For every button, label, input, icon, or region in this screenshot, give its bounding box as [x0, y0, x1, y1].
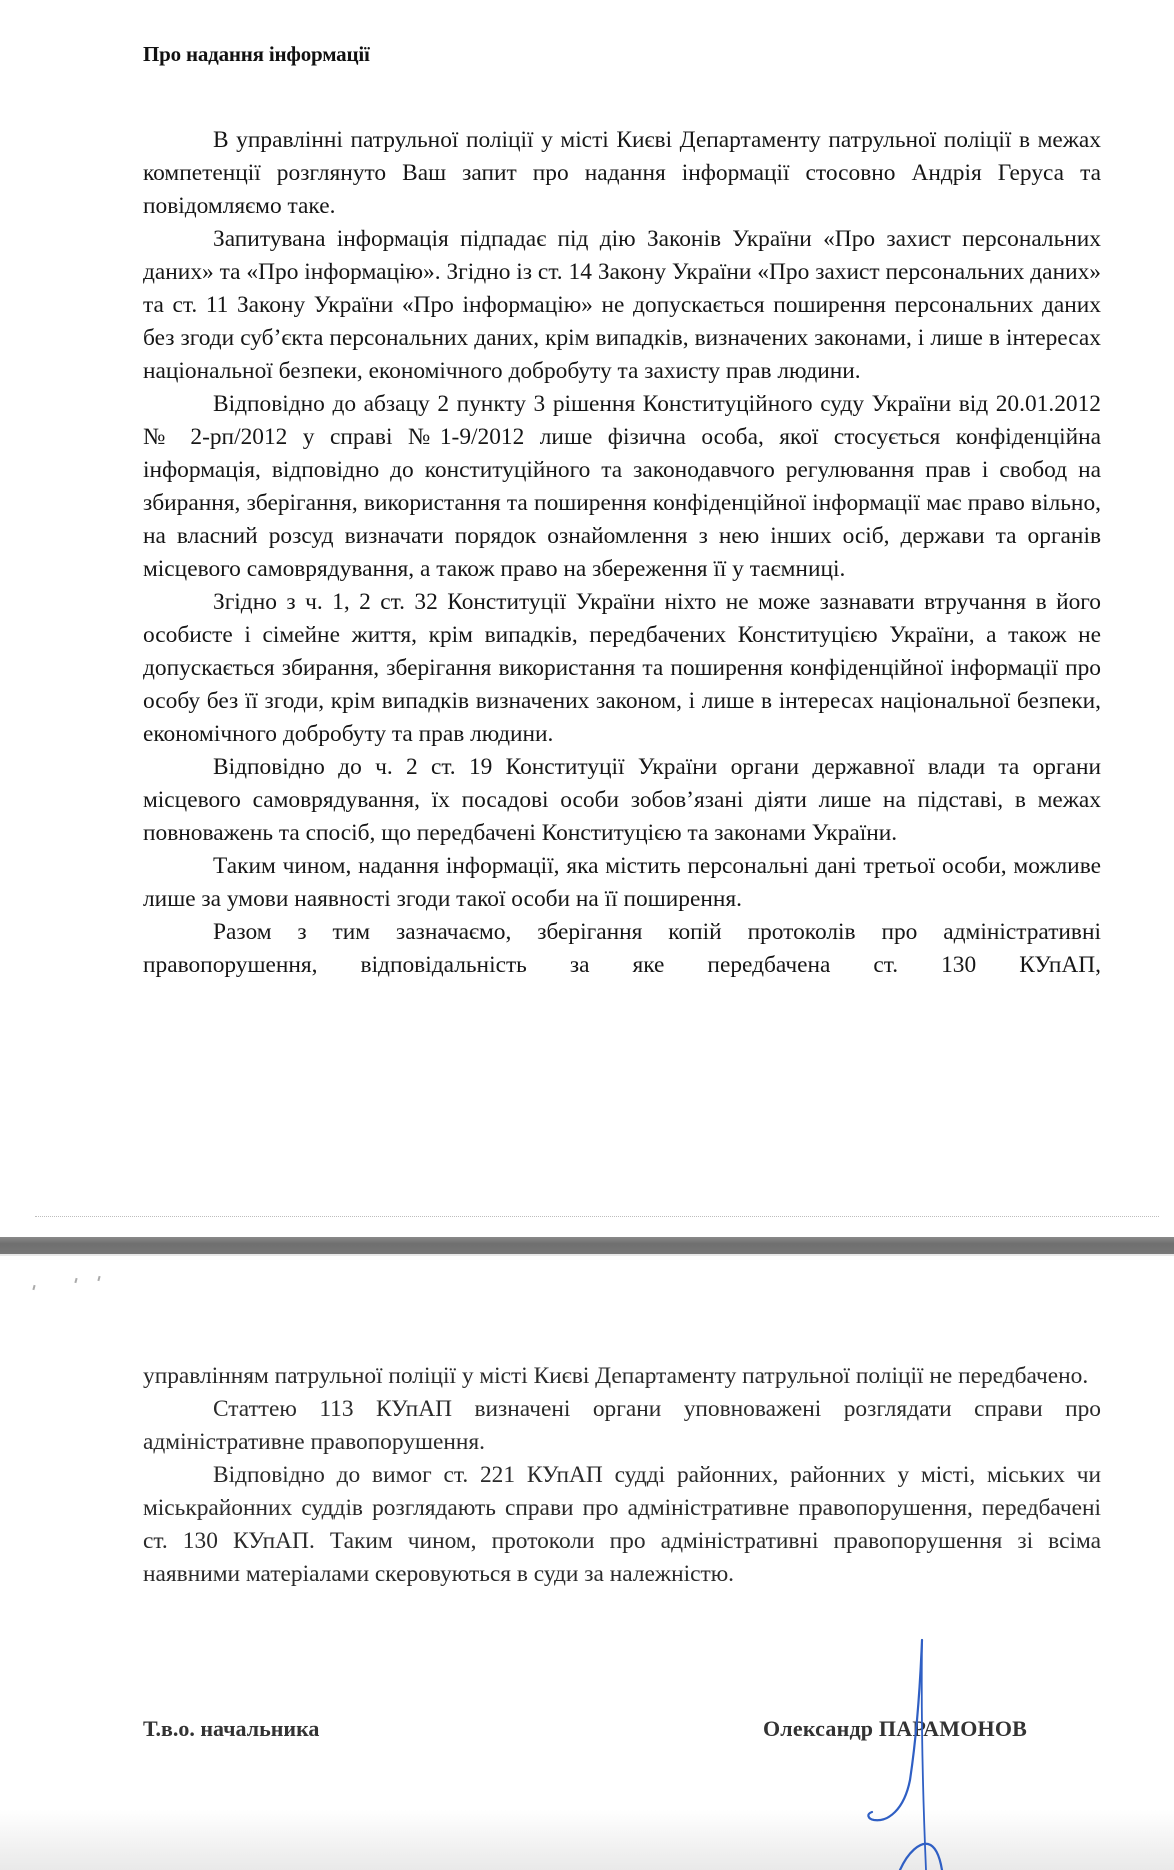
paragraph: Таким чином, надання інформації, яка містить персональні дані третьої особи, можливе лише за умови наявності згоди такої особи на її поширення.: [143, 853, 1101, 912]
paragraph: Згідно з ч. 1, 2 ст. 32 Конституції України ніхто не може зазнавати втручання в його особисте і сімейне життя, крім випадків, передбачених Конституцією України, а також не допускається збирання, зберігання використання та поширення конфіденційної інформації про особу без її згоди, крім випадків визначених законом, і лише в інтересах національної безпеки, економічного добробуту та прав людини.: [143, 589, 1101, 747]
paragraph: управлінням патрульної поліції у місті Києві Департаменту патрульної поліції не передбачено.: [143, 1363, 1089, 1389]
document-title: Про надання інформації: [143, 42, 370, 66]
paragraph: Статтею 113 КУпАП визначені органи уповноважені розглядати справи про адміністративне правопорушення.: [143, 1396, 1101, 1455]
handwritten-signature-icon: [840, 1630, 960, 1870]
paragraph: Разом з тим зазначаємо, зберігання копій протоколів про адміністративні правопорушення, відповідальність за яке передбачена ст. 130 КУпАП,: [143, 919, 1101, 978]
page-break-separator: [0, 1237, 1174, 1254]
paragraph: Відповідно до ч. 2 ст. 19 Конституції України органи державної влади та органи місцевого самоврядування, їх посадові особи зобов’язані діяти лише на підставі, в межах повноважень та спосіб, що передбачені Конституцією та законами України.: [143, 754, 1101, 846]
signatory-position: Т.в.о. начальника: [143, 1716, 320, 1741]
paragraph: Запитувана інформація підпадає під дію Законів України «Про захист персональних даних» та «Про інформацію». Згідно із ст. 14 Закону України «Про захист персональних даних» та ст. 11 Закону України «Про інформацію» не допускається поширення персональних даних без згоди суб’єкта персональних даних, крім випадків, визначених законами, і лише в інтересах національної безпеки, економічного добробуту та захисту прав людини.: [143, 226, 1101, 384]
signatory-name: Олександр ПАРАМОНОВ: [763, 1716, 1028, 1741]
page-2-body: [143, 1360, 1101, 1591]
page-1-body: [143, 124, 1101, 982]
paragraph: Відповідно до вимог ст. 221 КУпАП судді районних, районних у місті, міських чи міськрайонних суддів розглядають справи про адміністративне правопорушення, передбачені ст. 130 КУпАП. Таким чином, протоколи про адміністративні правопорушення зі всіма наявними матеріалами скеровуються в суди за належністю.: [143, 1462, 1101, 1587]
scan-bottom-shadow: [0, 1810, 1174, 1870]
paragraph: В управлінні патрульної поліції у місті Києві Департаменту патрульної поліції в межах компетенції розглянуто Ваш запит про надання інформації стосовно Андрія Геруса та повідомляємо таке.: [143, 127, 1101, 219]
paragraph: Відповідно до абзацу 2 пункту 3 рішення Конституційного суду України від 20.01.2012 № 2-рп/2012 у справі №1-9/2012 лише фізична особа, якої стосується конфіденційна інформація, відповідно до конституційного та законодавчого регулювання прав і свобод на збирання, зберігання, використання та поширення конфіденційної інформації має право вільно, на власний розсуд визначати порядок ознайомлення з нею інших осіб, держави та органів місцевого самоврядування, а також право на збереження її у таємниці.: [143, 391, 1101, 582]
scan-dotted-line: [35, 1216, 1159, 1217]
